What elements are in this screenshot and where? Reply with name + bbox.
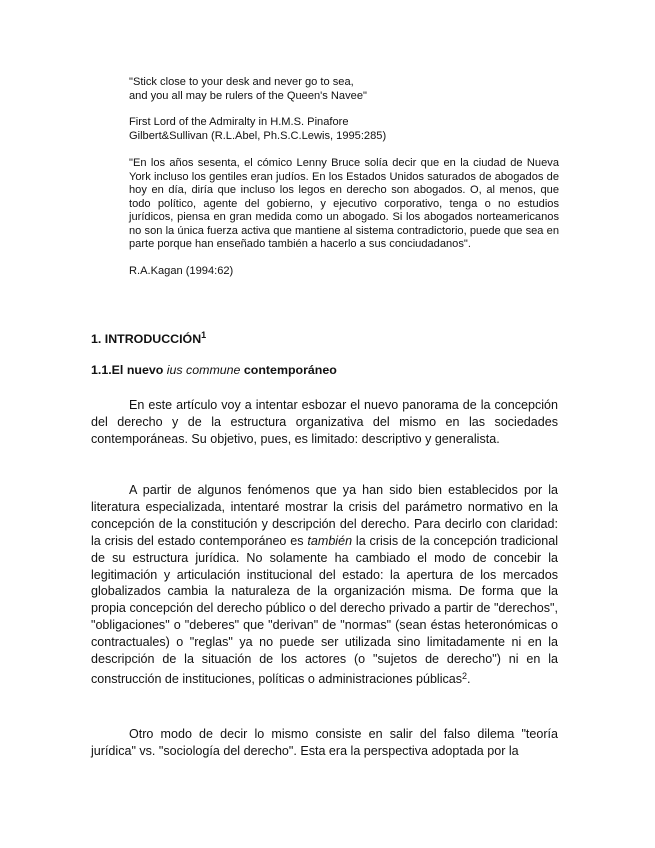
subsection-title-pre: El nuevo [111,363,167,377]
epigraph-quote-line-1: "Stick close to your desk and never go to sea, [129,76,354,88]
section-title: 1. INTRODUCCIÓN [91,332,202,346]
paragraph-2-text [91,482,558,688]
subsection-heading-ius-commune [91,363,337,377]
footnote-ref-2[interactable]: 2 [462,670,468,681]
paragraph-3 [91,726,558,760]
epigraph-kagan-quote: "En los años sesenta, el cómico Lenny Bruce solía decir que en la ciudad de Nueva York incluso los gentiles eran judíos. En los Estados Unidos saturados de abogados de hoy en día, diría que incluso los legos en derecho son abogados. O, al menos, que todo político, agente del gobierno, y ejecutivo corporativo, tenga o no estudios jurídicos, piensa en gran medida como un abogado. Si los abogados norteamericanos no son la única fuerza activa que mantiene al sistema contradictorio, puede que sea en parte porque han enseñado también a hacerlo a sus conciudadanos". [129,157,559,250]
paragraph-2-part-b: la crisis de la concepción tradicional de su estructura jurídica. No solamente ha cambiado el modo de concebir la legitimación y articulación institucional del estado: la apertura de los mercados globalizados cambia la naturaleza de la organización misma. De forma que la propia concepción del derecho público o del derecho privado a partir de "derechos", "obligaciones" o "deberes" que "derivan" de "normas" (sean éstas heteronómicas o contractuales) o "reglas" ya no puede ser utilizada sino limitadamente ni en la descripción de la situación de los actores (o "sujetos de derecho") ni en la construcción de instituciones, políticas o administraciones públicas [91,533,558,686]
epigraph-kagan [129,157,559,278]
paragraph-3-text: Otro modo de decir lo mismo consiste en salir del falso dilema "teoría jurídica" vs. "sociología del derecho". Esta era la perspectiva adoptada por la [91,727,558,758]
epigraph-source-line-2: Gilbert&Sullivan (R.L.Abel, Ph.S.C.Lewis, 1995:285) [129,129,387,142]
epigraph-quote-line-2: and you all may be rulers of the Queen's Navee" [129,89,367,102]
epigraph-source-line-1: First Lord of the Admiralty in H.M.S. Pinafore [129,116,349,128]
epigraph-gilbert-sullivan [129,76,559,143]
section-heading-introduccion [91,330,206,346]
paragraph-2-end: . [467,671,471,686]
subsection-title-italic: ius commune [166,363,241,377]
subsection-title-post: contemporáneo [240,363,337,377]
paragraph-2 [91,482,558,688]
paragraph-2-part-a: A partir de algunos fenómenos que ya han sido bien establecidos por la literatura especializada, intentaré mostrar la crisis del parámetro normativo en la concepción de la constitución y descripción del derecho. Para decirlo con claridad: la crisis del estado contemporáneo es [91,483,558,548]
footnote-ref-1[interactable]: 1 [201,330,207,340]
paragraph-1 [91,397,558,448]
paragraph-1-text: En este artículo voy a intentar esbozar el nuevo panorama de la concepción del derecho y de la estructura organizativa del mismo en las sociedades contemporáneas. Su objetivo, pues, es limitado: descriptivo y generalista. [91,398,558,446]
subsection-number: 1.1. [91,363,112,377]
paragraph-2-italic: también [307,533,353,548]
epigraph-kagan-source: R.A.Kagan (1994:62) [129,264,234,277]
